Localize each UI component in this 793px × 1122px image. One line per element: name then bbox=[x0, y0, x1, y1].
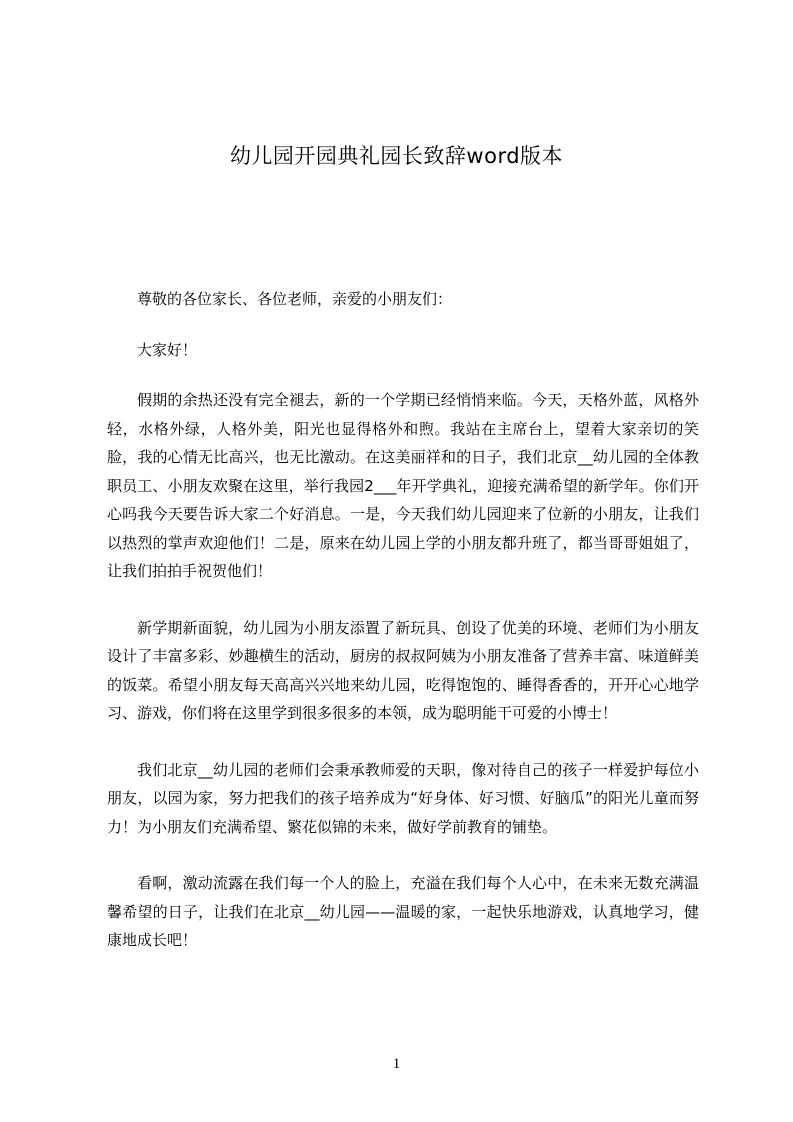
body-paragraph-3: 我们北京__幼儿园的老师们会秉承教师爱的天职，像对待自己的孩子一样爱护每位小朋友，以园为家，努力把我们的孩子培养成为“好身体、好习惯、好脑瓜”的阳光儿童而努力！为小朋友们充满希望、繁花似锦的未来，做好学前教育的铺垫。 bbox=[107, 760, 699, 836]
salutation-paragraph: 尊敬的各位家长、各位老师，亲爱的小朋友们： bbox=[137, 290, 453, 308]
document-body bbox=[107, 285, 699, 983]
greeting-paragraph: 大家好！ bbox=[137, 340, 198, 359]
document-title: 幼儿园开园典礼园长致辞word版本 bbox=[229, 144, 564, 168]
page-number: 1 bbox=[392, 1056, 401, 1072]
body-paragraph-2: 新学期新面貌，幼儿园为小朋友添置了新玩具、创设了优美的环境、老师们为小朋友设计了丰富多彩、妙趣横生的活动，厨房的叔叔阿姨为小朋友准备了营养丰富、味道鲜美的饭菜。希望小朋友每天高高兴兴地来幼儿园，吃得饱饱的、睡得香香的，开开心心地学习、游戏，你们将在这里学到很多很多的本领，成为聪明能干可爱的小博士！ bbox=[107, 618, 699, 722]
body-paragraph-4: 看啊，激动流露在我们每一个人的脸上，充溢在我们每个人心中，在未来无数充满温馨希望的日子，让我们在北京__幼儿园——温暖的家，一起快乐地游戏，认真地学习，健康地成长吧！ bbox=[107, 874, 699, 949]
body-paragraph-1: 假期的余热还没有完全褪去，新的一个学期已经悄悄来临。今天，天格外蓝，风格外轻，水格外绿，人格外美，阳光也显得格外和煦。我站在主席台上，望着大家亲切的笑脸，我的心情无比高兴，也无比激动。在这美丽祥和的日子，我们北京__幼儿园的全体教职员工、小朋友欢聚在这里，举行我园2___年开学典礼，迎接充满希望的新学年。你们开心吗我今天要告诉大家二个好消息。一是，今天我们幼儿园迎来了位新的小朋友，让我们以热烈的掌声欢迎他们！二是，原来在幼儿园上学的小朋友都升班了，都当哥哥姐姐了，让我们拍拍手祝贺他们！ bbox=[107, 391, 699, 580]
